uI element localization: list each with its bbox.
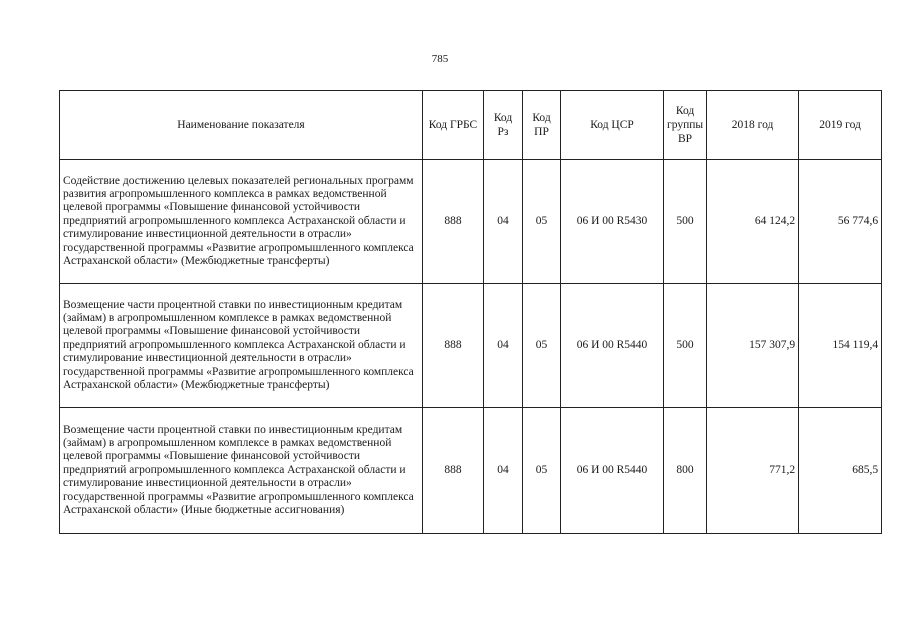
table-row (60, 160, 882, 284)
page-number: 785 (431, 53, 449, 65)
row-rz: 04 (484, 160, 523, 284)
row-csr: 06 И 00 R5440 (561, 408, 664, 534)
row-vr: 500 (664, 160, 707, 284)
row-csr: 06 И 00 R5440 (561, 284, 664, 408)
row-2019: 154 119,4 (799, 284, 882, 408)
header-csr: Код ЦСР (561, 91, 664, 160)
header-vr: Код группы ВР (664, 91, 707, 160)
table-row (60, 284, 882, 408)
header-row (60, 91, 882, 160)
budget-table (59, 90, 882, 534)
header-grbs: Код ГРБС (423, 91, 484, 160)
header-name: Наименование показателя (60, 91, 423, 160)
row-name: Содействие достижению целевых показателей региональных программ развития агропромышленного комплекса в рамках ведомственной целевой программы «Повышение финансовой устойчивости предприятий агропромышленного комплекса Астраханской области и стимулирование инвестиционной деятельности в отрасли» государственной программы «Развитие агропромышленного комплекса Астраханской области» (Межбюджетные трансферты) (60, 160, 423, 284)
header-rz: Код Рз (484, 91, 523, 160)
row-grbs: 888 (423, 284, 484, 408)
row-csr: 06 И 00 R5430 (561, 160, 664, 284)
row-pr: 05 (523, 160, 561, 284)
row-grbs: 888 (423, 408, 484, 534)
row-pr: 05 (523, 284, 561, 408)
row-vr: 500 (664, 284, 707, 408)
row-rz: 04 (484, 284, 523, 408)
header-2019: 2019 год (799, 91, 882, 160)
row-pr: 05 (523, 408, 561, 534)
header-2018: 2018 год (707, 91, 799, 160)
row-2018: 64 124,2 (707, 160, 799, 284)
row-grbs: 888 (423, 160, 484, 284)
row-name: Возмещение части процентной ставки по инвестиционным кредитам (займам) в агропромышленном комплексе в рамках ведомственной целевой программы «Повышение финансовой устойчивости предприятий агропромышленного комплекса Астраханской области и стимулирование инвестиционной деятельности в отрасли» государственной программы «Развитие агропромышленного комплекса Астраханской области» (Межбюджетные трансферты) (60, 284, 423, 408)
row-2019: 685,5 (799, 408, 882, 534)
row-2019: 56 774,6 (799, 160, 882, 284)
row-2018: 157 307,9 (707, 284, 799, 408)
row-vr: 800 (664, 408, 707, 534)
row-rz: 04 (484, 408, 523, 534)
row-2018: 771,2 (707, 408, 799, 534)
row-name: Возмещение части процентной ставки по инвестиционным кредитам (займам) в агропромышленном комплексе в рамках ведомственной целевой программы «Повышение финансовой устойчивости предприятий агропромышленного комплекса Астраханской области и стимулирование инвестиционной деятельности в отрасли» государственной программы «Развитие агропромышленного комплекса Астраханской области» (Иные бюджетные ассигнования) (60, 408, 423, 534)
table-row (60, 408, 882, 534)
header-pr: Код ПР (523, 91, 561, 160)
